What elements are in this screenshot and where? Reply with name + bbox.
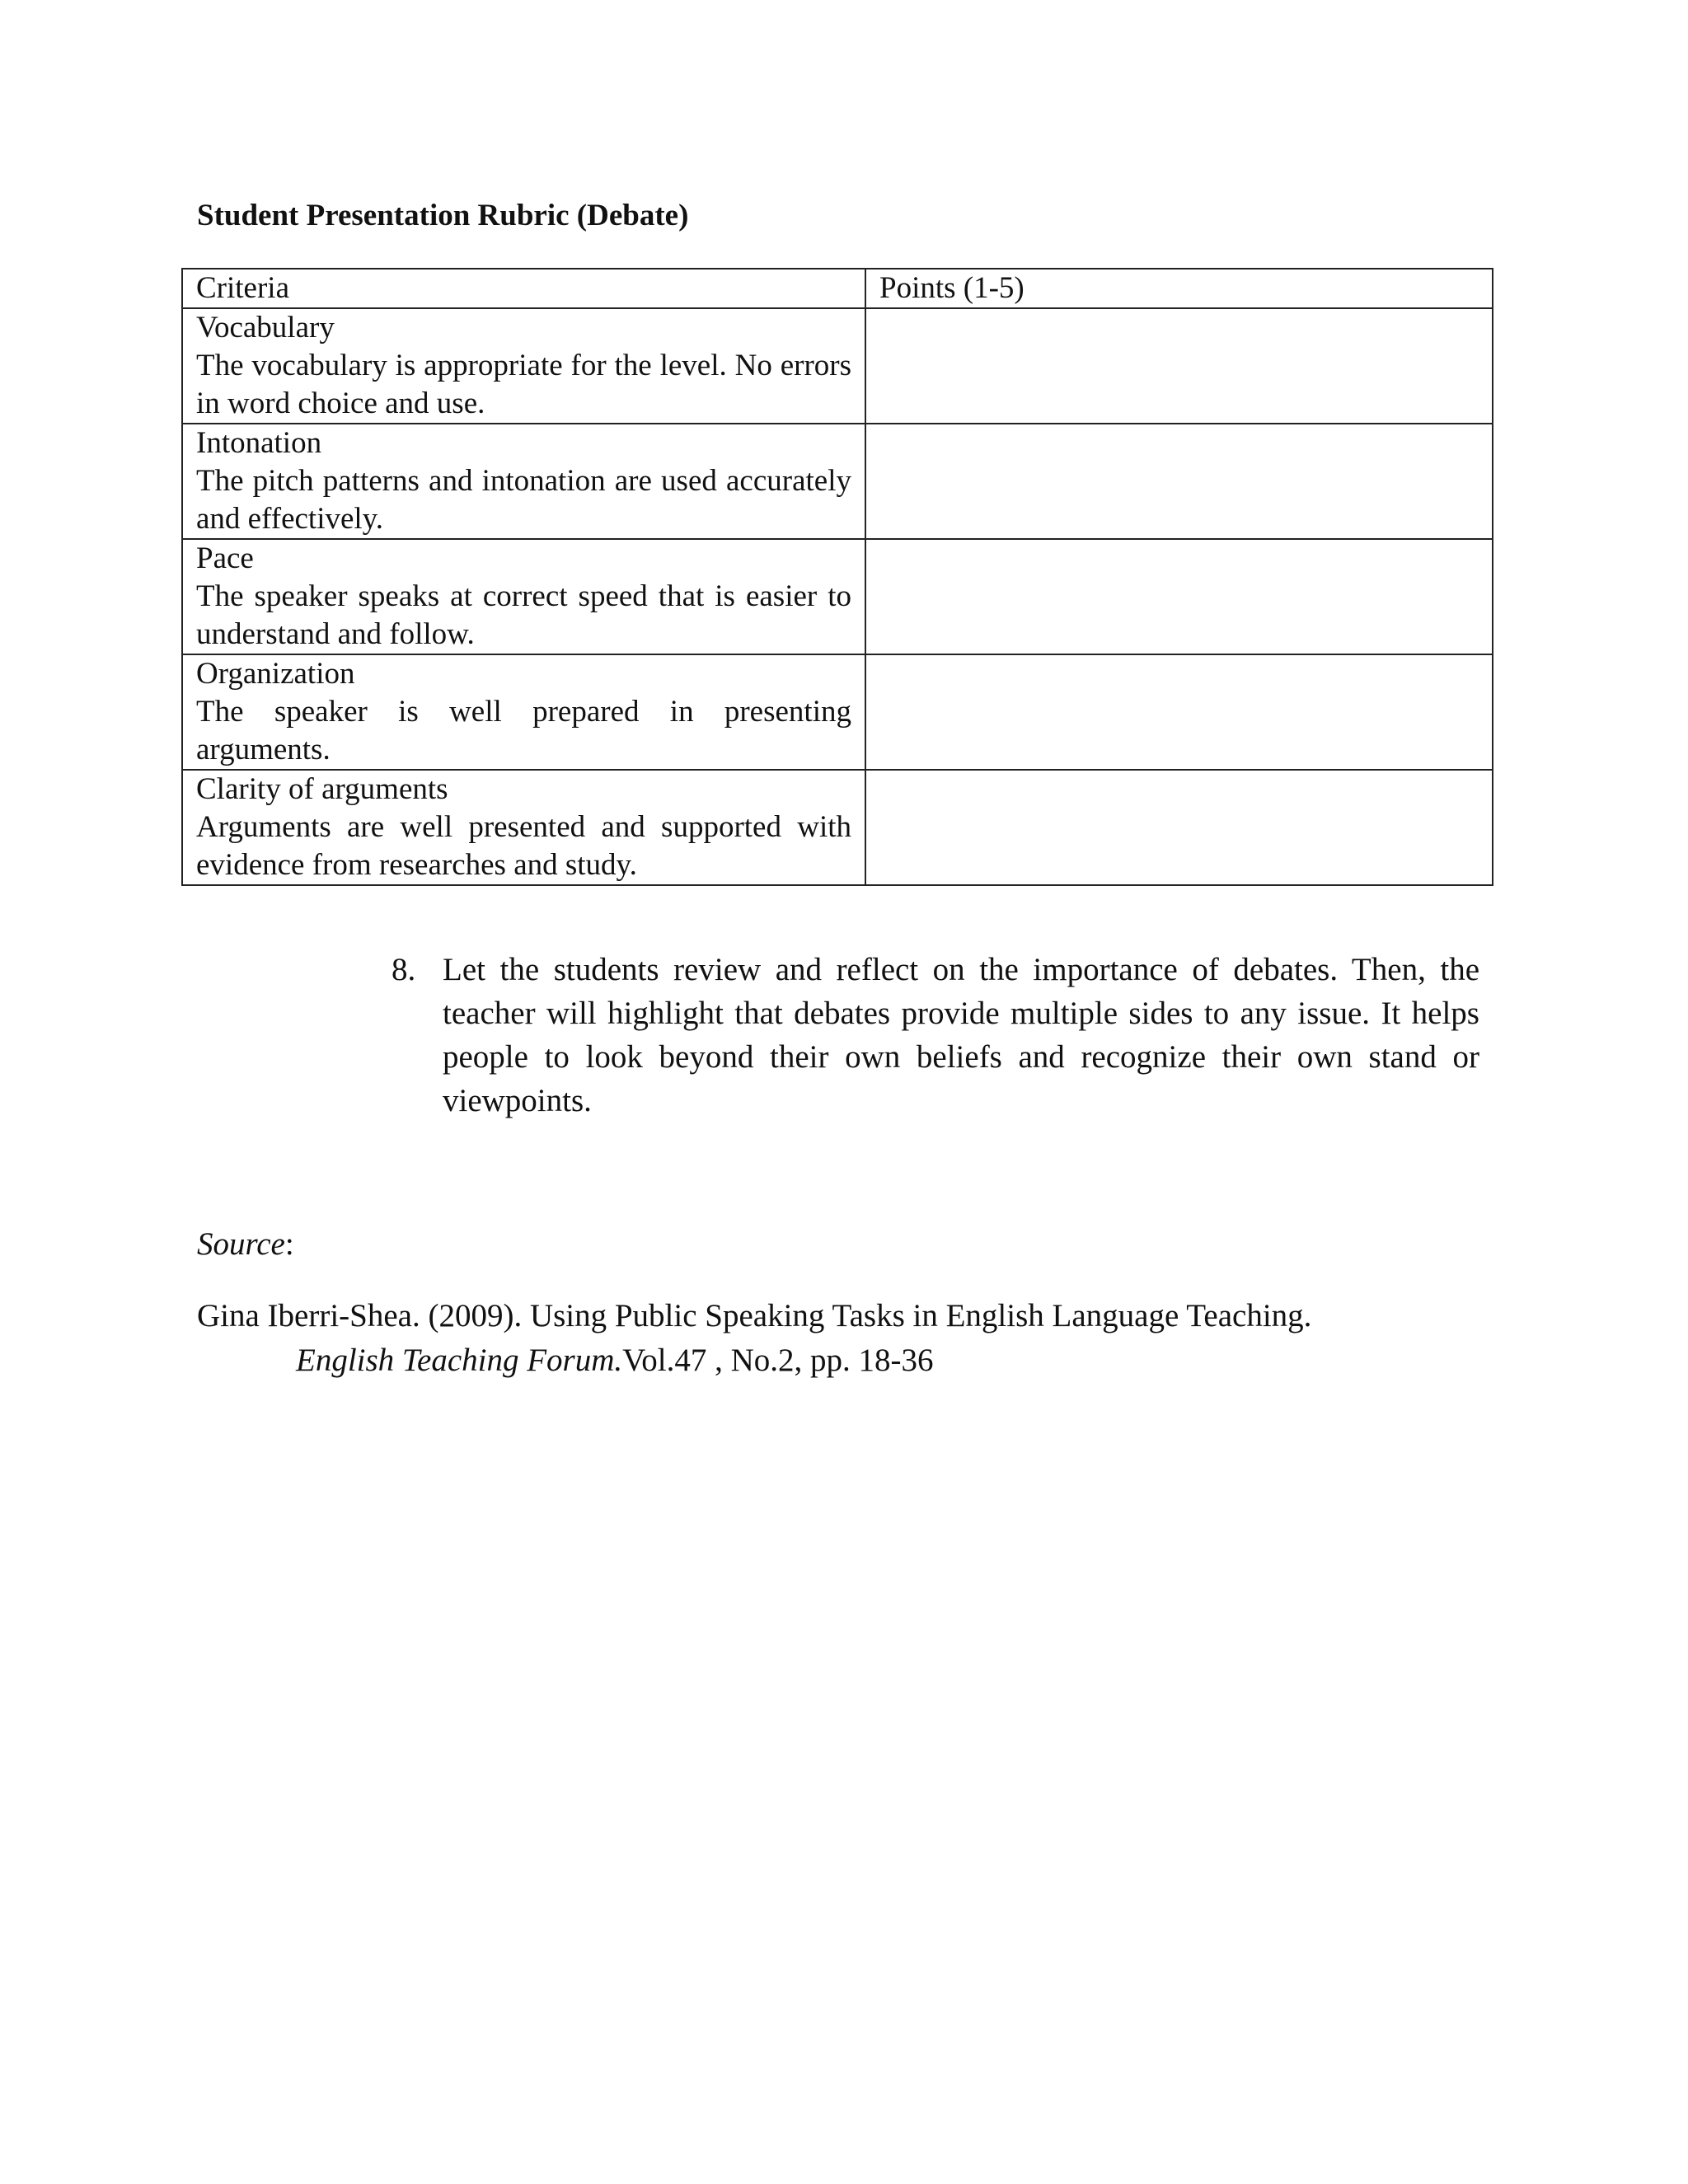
criterion-description: Arguments are well presented and supported with evidence from researches and study.	[196, 810, 851, 882]
criterion-description: The pitch patterns and intonation are used accurately and effectively.	[196, 464, 851, 536]
numbered-step	[392, 948, 1479, 1122]
source-label: Source	[197, 1226, 285, 1262]
citation-journal: English Teaching Forum.	[296, 1343, 623, 1378]
citation	[197, 1294, 1483, 1383]
criterion-name: Intonation	[196, 426, 322, 460]
points-cell	[865, 539, 1493, 654]
criterion-description: The vocabulary is appropriate for the level. No errors in word choice and use.	[196, 349, 851, 420]
criterion-cell	[182, 539, 865, 654]
rubric-table	[181, 268, 1493, 886]
table-row	[182, 539, 1493, 654]
criterion-name: Pace	[196, 541, 254, 575]
criterion-description: The speaker is well prepared in presenting arguments.	[196, 695, 851, 766]
criterion-cell	[182, 308, 865, 424]
table-row	[182, 424, 1493, 539]
criterion-cell	[182, 654, 865, 770]
citation-details: Vol.47 , No.2, pp. 18-36	[622, 1343, 934, 1378]
source-colon: :	[284, 1226, 294, 1262]
criterion-name: Organization	[196, 657, 355, 691]
criterion-cell	[182, 424, 865, 539]
table-row	[182, 654, 1493, 770]
table-row	[182, 770, 1493, 885]
points-cell	[865, 770, 1493, 885]
criterion-name: Clarity of arguments	[196, 772, 448, 806]
step-number: 8.	[392, 952, 416, 987]
points-cell	[865, 424, 1493, 539]
citation-line-2	[197, 1338, 1483, 1383]
criterion-cell	[182, 770, 865, 885]
header-criteria: Criteria	[182, 269, 865, 308]
points-cell	[865, 654, 1493, 770]
points-cell	[865, 308, 1493, 424]
citation-line-1: Gina Iberri-Shea. (2009). Using Public Speaking Tasks in English Language Teaching.	[197, 1298, 1312, 1333]
table-row	[182, 308, 1493, 424]
criterion-name: Vocabulary	[196, 311, 335, 344]
table-header-row	[182, 269, 1493, 308]
header-points: Points (1-5)	[865, 269, 1493, 308]
step-text: Let the students review and reflect on the importance of debates. Then, the teacher will highlight that debates provide multiple sides to any issue. It helps people to look beyond their own beliefs and recognize their own stand or viewpoints.	[443, 952, 1479, 1118]
criterion-description: The speaker speaks at correct speed that is easier to understand and follow.	[196, 579, 851, 651]
source-heading	[197, 1224, 294, 1265]
page-title: Student Presentation Rubric (Debate)	[197, 199, 689, 232]
